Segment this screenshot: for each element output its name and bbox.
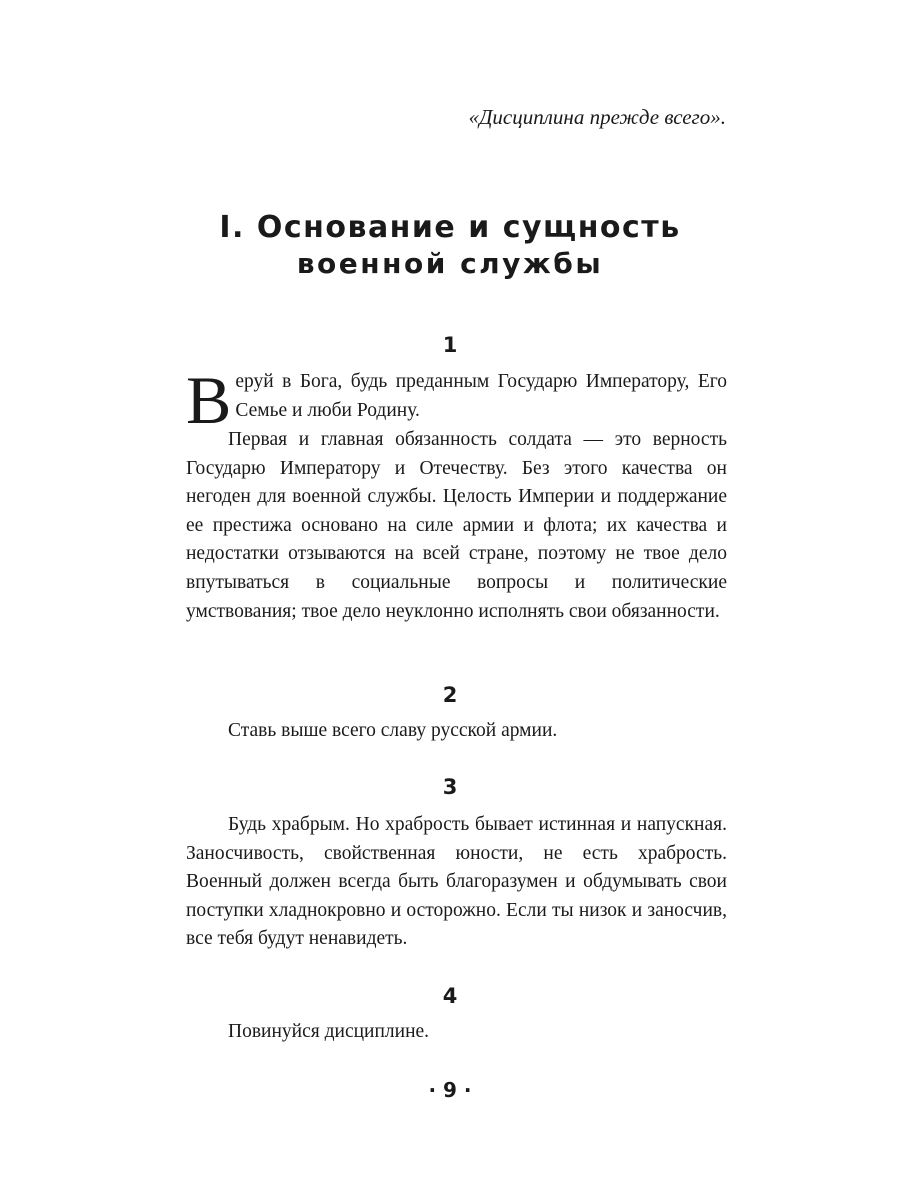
chapter-title-line-1: I. Основание и сущность xyxy=(219,210,681,245)
section-number-4: 4 xyxy=(442,984,458,1008)
drop-cap: В xyxy=(186,362,232,438)
section-3-text: Будь храбрым. Но храбрость бывает истинная и напускная. Заносчивость, свойственная юности, не есть храбрость. Военный должен всегда быть благоразумен и обдумывать свои поступки хладнокровно и осторожно. Если ты низок и заносчив, все тебя будут ненавидеть. xyxy=(186,814,727,950)
section-4-text: Повинуйся дисциплине. xyxy=(228,1021,430,1042)
chapter-title xyxy=(0,210,900,282)
section-number-1: 1 xyxy=(442,333,458,357)
section-1-paragraph-1-text: еруй в Бога, будь преданным Государю Императору, Его Семье и люби Родину. xyxy=(235,371,727,421)
chapter-title-line-2: военной службы xyxy=(296,247,604,280)
section-number-2: 2 xyxy=(442,683,458,707)
epigraph: «Дисциплина прежде всего». xyxy=(468,105,726,129)
page-number: · 9 · xyxy=(428,1078,472,1102)
section-1-paragraph-2: Первая и главная обязанность солдата — это верность Государю Императору и Отечеству. Без этого качества он негоден для военной службы. Целость Империи и поддержание ее престижа основано на силе армии и флота; их качества и недостатки отзываются на всей стране, поэтому не твое дело впутываться в социальные вопросы и политические умствования; твое дело неуклонно исполнять свои обязанности. xyxy=(186,429,727,622)
section-number-3: 3 xyxy=(442,775,458,799)
section-2-text: Ставь выше всего славу русской армии. xyxy=(228,720,558,741)
section-1-paragraph-1 xyxy=(186,362,727,438)
section-1-body xyxy=(186,362,727,626)
